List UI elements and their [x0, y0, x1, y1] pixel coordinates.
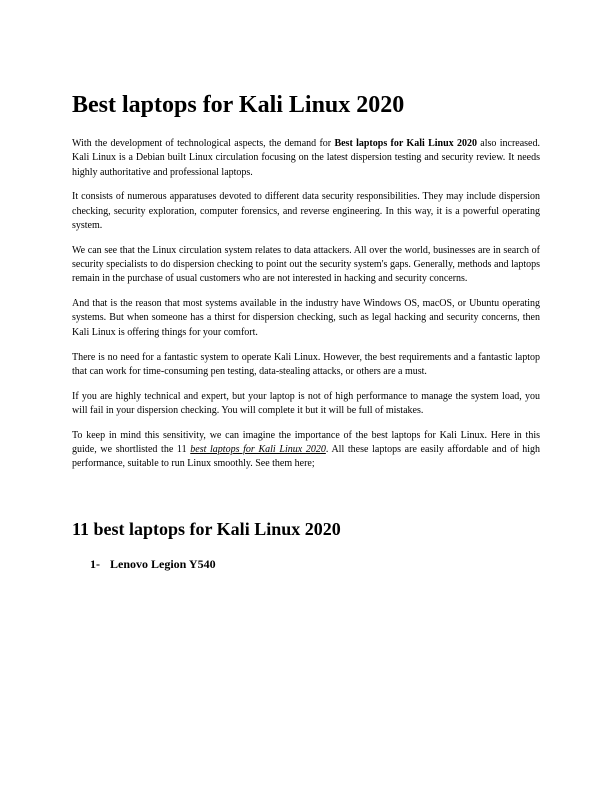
- best-laptops-link[interactable]: best laptops for Kali Linux 2020: [190, 444, 326, 456]
- page-title: Best laptops for Kali Linux 2020: [72, 92, 405, 118]
- paragraph-intro: [72, 137, 540, 180]
- paragraph-apparatuses: It consists of numerous apparatuses devoted to different data security responsibilities. They may include dispersion checking, security exploration, computer forensics, and reverse engineering. In this way, it is a powerful operating system.: [72, 191, 540, 231]
- paragraph-operating-systems: And that is the reason that most systems available in the industry have Windows OS, macOS, or Ubuntu operating systems. But when someone has a thirst for dispersion checking, such as legal hacking and security concerns, then Kali Linux is offering things for your comfort.: [72, 298, 540, 338]
- paragraph-intro-text-start: With the development of technological aspects, the demand for: [72, 138, 335, 149]
- section-heading: 11 best laptops for Kali Linux 2020: [72, 519, 341, 539]
- paragraph-linux-circulation: We can see that the Linux circulation system relates to data attackers. All over the world, businesses are in search of security specialists to do dispersion checking to point out the security system's gaps. Generally, methods and laptops remain in the purchase of usual customers who are not interested in hacking and security concerns.: [72, 244, 540, 285]
- list-item-number: 1-: [90, 557, 100, 571]
- paragraph-shortlist-text-start: To keep in mind this sensitivity, we can imagine the importance of the best laptops for Kali Linux. Here in this guide, we shortlisted the 11: [72, 429, 540, 456]
- list-item-label: Lenovo Legion Y540: [110, 557, 216, 571]
- paragraph-intro-text-end: also increased. Kali Linux is a Debian built Linux circulation focusing on the latest dispersion testing and security review. It needs highly authoritative and professional laptops.: [72, 138, 540, 178]
- paragraph-shortlist: [72, 429, 540, 472]
- list-item: [90, 557, 216, 572]
- paragraph-requirements: There is no need for a fantastic system to operate Kali Linux. However, the best requirements and a fantastic laptop that can work for time-consuming pen testing, data-stealing attacks, or others are a must.: [72, 351, 540, 377]
- paragraph-shortlist-text-end: . All these laptops are easily affordable and of high performance, suitable to run Linux smoothly. See them here;: [72, 444, 541, 470]
- paragraph-performance: If you are highly technical and expert, but your laptop is not of high performance to manage the system load, you will fail in your dispersion checking. You will complete it but it will be full of mistakes.: [72, 390, 540, 416]
- paragraph-intro-bold-phrase: Best laptops for Kali Linux 2020: [334, 138, 477, 149]
- body-text: [72, 137, 540, 482]
